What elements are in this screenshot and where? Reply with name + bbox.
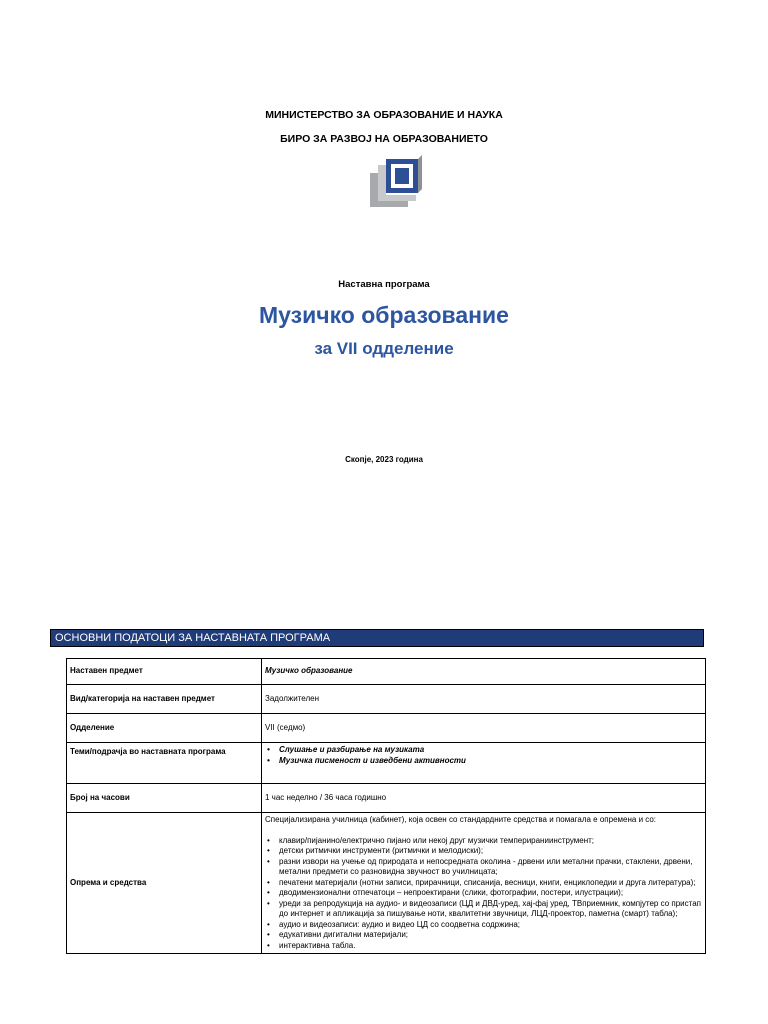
equipment-item: • разни извори на учење од природата и непосредната околина - дрвени или метални прачки, стаклени, дрвени, метални предмети со разновидна звучност во училницата; <box>279 857 702 878</box>
equipment-cell <box>262 813 706 954</box>
topic-item: • Музичка писменост и изведбени активности <box>279 756 702 767</box>
equipment-label: Опрема и средства <box>67 813 262 954</box>
bureau-name: БИРО ЗА РАЗВОЈ НА ОБРАЗОВАНИЕТО <box>280 133 488 145</box>
program-label: Наставна програма <box>338 279 430 290</box>
table-row <box>67 714 706 743</box>
table-row <box>67 813 706 954</box>
category-value: Задолжителен <box>262 685 706 714</box>
equipment-item: • интерактивна табла. <box>279 941 702 952</box>
section-header: ОСНОВНИ ПОДАТОЦИ ЗА НАСТАВНАТА ПРОГРАМА <box>50 629 704 647</box>
grade-value: VII (седмо) <box>262 714 706 743</box>
table-row <box>67 685 706 714</box>
equipment-item: • едукативни дигитални материјали; <box>279 930 702 941</box>
program-info-table <box>66 658 706 954</box>
subject-label: Наставен предмет <box>67 659 262 685</box>
category-label: Вид/категорија на наставен предмет <box>67 685 262 714</box>
table-row <box>67 743 706 784</box>
bro-logo-icon <box>368 155 422 209</box>
place-year: Скопје, 2023 година <box>345 455 423 464</box>
topic-item: • Слушање и разбирање на музиката <box>279 745 702 756</box>
equipment-item: • детски ритмички инструменти (ритмички и мелодиски); <box>279 846 702 857</box>
equipment-item: • аудио и видеозаписи: аудио и видео ЦД со соодветна содржина; <box>279 920 702 931</box>
document-title: Музичко образование <box>259 302 509 328</box>
equipment-intro: Специјализирана училница (кабинет), која освен со стандардните средства и помагала е опремена и со: <box>265 815 657 824</box>
document-subtitle: за VII одделение <box>314 339 454 358</box>
ministry-name: МИНИСТЕРСТВО ЗА ОБРАЗОВАНИЕ И НАУКА <box>265 109 503 121</box>
equipment-item: • клавир/пијанино/електрично пијано или некој друг музички темперираниинструмент; <box>279 836 702 847</box>
equipment-item: • печатени материјали (нотни записи, прирачници, списанија, весници, книги, енциклопедии и друга литература); <box>279 878 702 889</box>
table-row <box>67 784 706 813</box>
table-row <box>67 659 706 685</box>
grade-label: Одделение <box>67 714 262 743</box>
hours-label: Број на часови <box>67 784 262 813</box>
subject-value: Музичко образование <box>262 659 706 685</box>
equipment-item: • дводимензионални отпечатоци – непроектирани (слики, фотографии, постери, илустрации); <box>279 888 702 899</box>
hours-value: 1 час неделно / 36 часа годишно <box>262 784 706 813</box>
equipment-item: • уреди за репродукција на аудио- и видеозаписи (ЦД и ДВД-уред, хај-фај уред, ТВприемник, компјутер со пристап до интернет и апликација за пишување ноти, квалитетни звучници, ЛЦД-проектор, паметна (смарт) табла); <box>279 899 702 920</box>
topics-label: Теми/подрачја во наставната програма <box>67 743 262 784</box>
topics-cell <box>262 743 706 784</box>
